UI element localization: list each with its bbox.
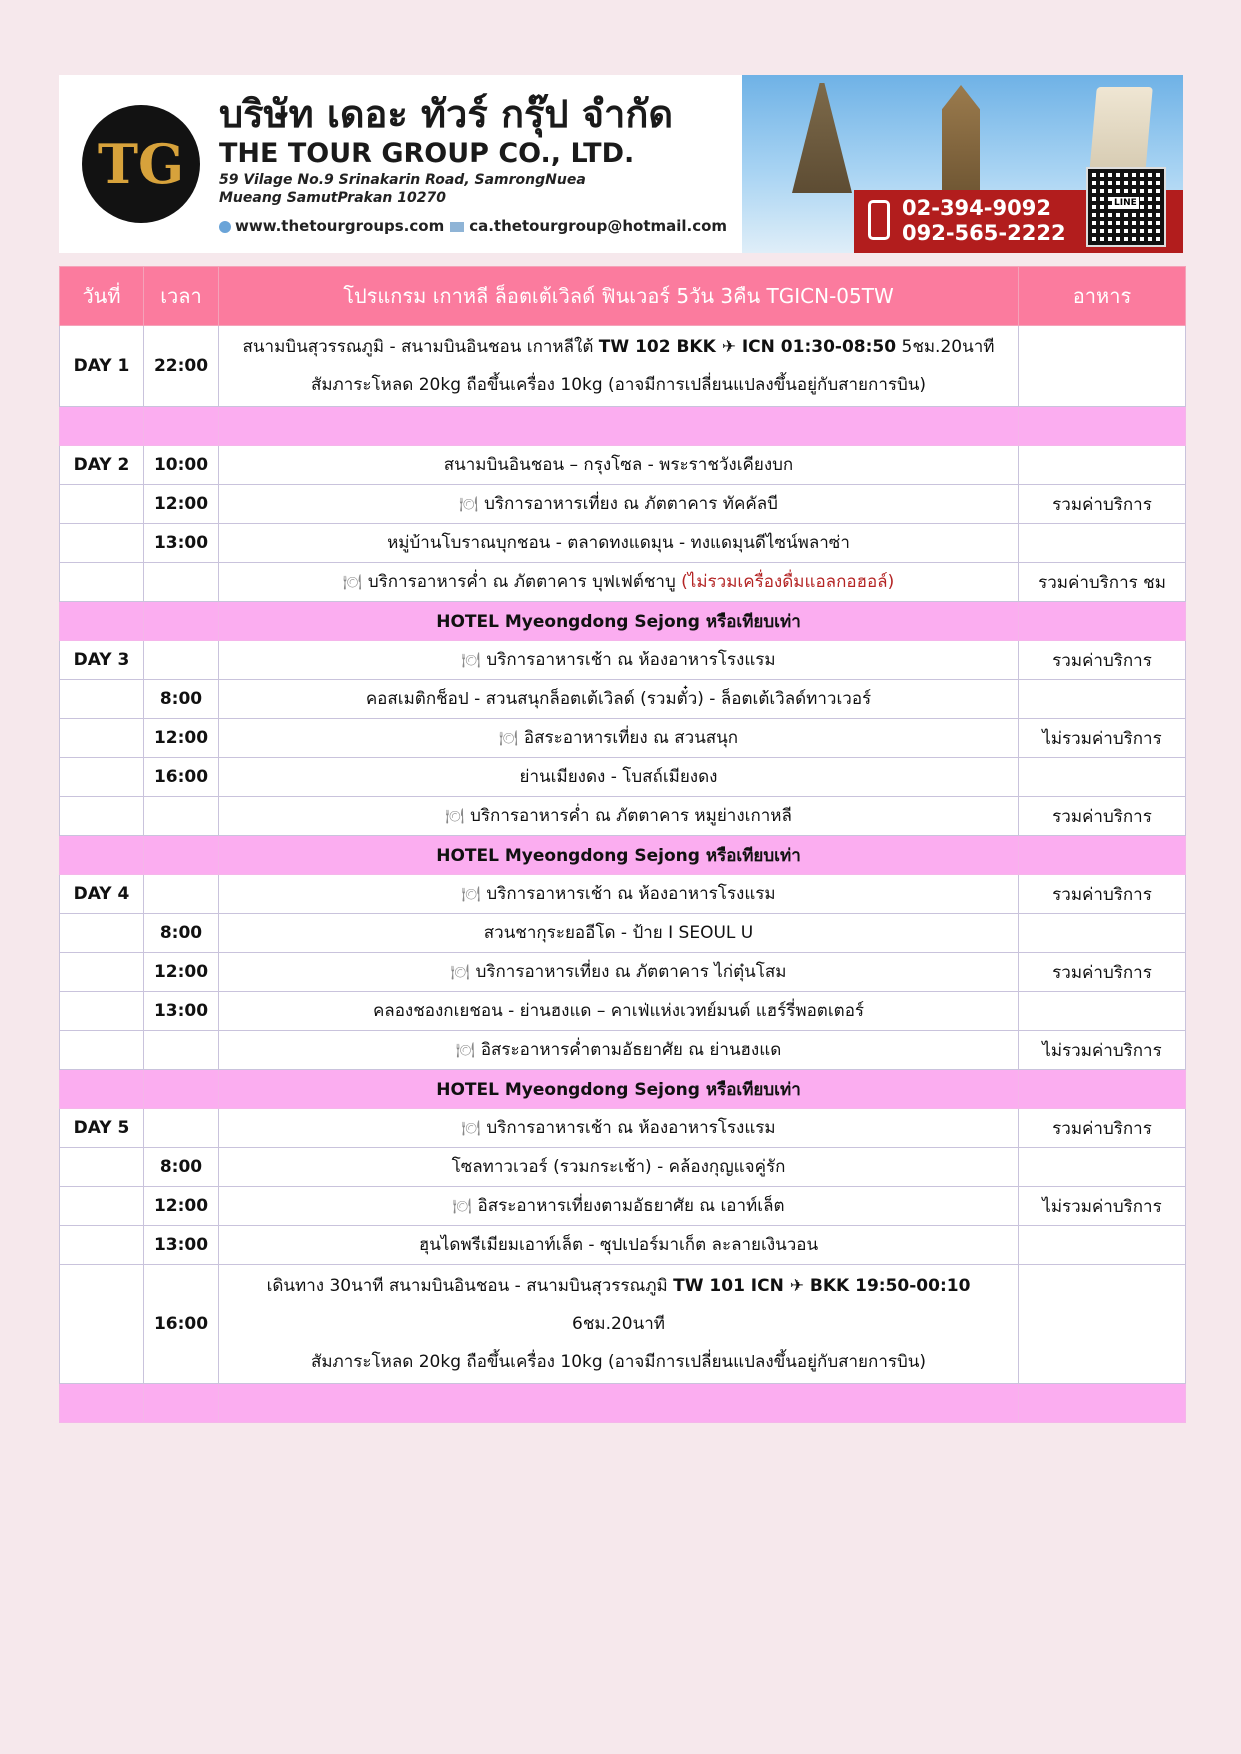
- program-cell: 🍽 บริการอาหารค่ำ ณ ภัตตาคาร บุฟเฟต์ชาบู (ไม่รวมเครื่องดื่มแอลกอฮอล์): [219, 563, 1019, 602]
- program-cell: หมู่บ้านโบราณบุกชอน - ตลาดทงแดมุน - ทงแดมุนดีไซน์พลาซ่า: [219, 524, 1019, 563]
- time-cell: 16:00: [144, 758, 219, 797]
- hotel-cell: HOTEL Myeongdong Sejong หรือเทียบเท่า: [219, 836, 1019, 875]
- meal-cell: รวมค่าบริการ: [1019, 797, 1186, 836]
- program-cell: สนามบินอินชอน – กรุงโซล - พระราชวังเคียงบก: [219, 446, 1019, 485]
- table-row: [60, 953, 1186, 992]
- table-row: [60, 797, 1186, 836]
- phone-numbers: [902, 196, 1066, 246]
- phone-panel: [854, 190, 1183, 253]
- table-row: [60, 1148, 1186, 1187]
- time-cell: 10:00: [144, 446, 219, 485]
- time-cell: 12:00: [144, 485, 219, 524]
- separator-row: [60, 407, 1186, 446]
- time-cell: 13:00: [144, 992, 219, 1031]
- time-cell: 12:00: [144, 719, 219, 758]
- program-cell: 🍽 อิสระอาหารค่ำตามอัธยาศัย ณ ย่านฮงแด: [219, 1031, 1019, 1070]
- travel-photo-panel: [742, 75, 1183, 253]
- hotel-row: [60, 1070, 1186, 1109]
- meal-cell: [1019, 326, 1186, 407]
- table-header-row: [60, 267, 1186, 326]
- day-cell: DAY 5: [60, 1109, 144, 1148]
- line-qr-code[interactable]: [1086, 167, 1166, 247]
- meal-icon: 🍽: [450, 963, 470, 981]
- table-row: [60, 914, 1186, 953]
- hotel-cell: HOTEL Myeongdong Sejong หรือเทียบเท่า: [219, 1070, 1019, 1109]
- eiffel-tower-image: [792, 83, 852, 193]
- address-line-1: 59 Vilage No.9 Srinakarin Road, SamrongNuea: [219, 172, 586, 188]
- meal-cell: ไม่รวมค่าบริการ: [1019, 1031, 1186, 1070]
- table-row: [60, 992, 1186, 1031]
- meal-cell: [1019, 446, 1186, 485]
- program-cell: 🍽 บริการอาหารเช้า ณ ห้องอาหารโรงแรม: [219, 1109, 1019, 1148]
- day-cell: DAY 3: [60, 641, 144, 680]
- meal-cell: รวมค่าบริการ: [1019, 953, 1186, 992]
- header-banner: [59, 75, 1183, 253]
- time-cell: 8:00: [144, 914, 219, 953]
- meal-icon: 🍽: [452, 1197, 472, 1215]
- time-cell: 12:00: [144, 953, 219, 992]
- meal-cell: ไม่รวมค่าบริการ: [1019, 1187, 1186, 1226]
- qr-label: LINE: [1114, 198, 1137, 208]
- email-icon: [450, 222, 464, 232]
- phone-icon: [868, 200, 890, 240]
- meal-icon: 🍽: [445, 807, 465, 825]
- address-line-2: Mueang SamutPrakan 10270: [219, 190, 446, 206]
- email-link[interactable]: ca.thetourgroup@hotmail.com: [469, 217, 728, 235]
- time-cell: 8:00: [144, 680, 219, 719]
- program-cell: เดินทาง 30นาที สนามบินอินชอน - สนามบินสุวรรณภูมิ TW 101 ICN ✈ BKK 19:50-00:10 6ชม.20นาที สัมภาระโหลด 20kg ถือขึ้นเครื่อง 10kg (อาจมีการเปลี่ยนแปลงขึ้นอยู่กับสายการบิน): [219, 1265, 1019, 1384]
- company-logo: TG: [82, 105, 200, 223]
- program-cell: 🍽 อิสระอาหารเที่ยงตามอัธยาศัย ณ เอาท์เล็ต: [219, 1187, 1019, 1226]
- meal-icon: 🍽: [455, 1041, 475, 1059]
- header-meal: อาหาร: [1019, 267, 1186, 326]
- program-cell: สนามบินสุวรรณภูมิ - สนามบินอินชอน เกาหลีใต้ TW 102 BKK ✈ ICN 01:30-08:50 5ชม.20นาที สัมภาระโหลด 20kg ถือขึ้นเครื่อง 10kg (อาจมีการเปลี่ยนแปลงขึ้นอยู่กับสายการบิน): [219, 326, 1019, 407]
- day-cell: DAY 2: [60, 446, 144, 485]
- table-row: [60, 758, 1186, 797]
- itinerary-table: [59, 266, 1186, 1423]
- table-row: [60, 563, 1186, 602]
- phone-number-2[interactable]: 092-565-2222: [902, 221, 1066, 245]
- table-row: [60, 1187, 1186, 1226]
- program-cell: 🍽 บริการอาหารเช้า ณ ห้องอาหารโรงแรม: [219, 875, 1019, 914]
- hotel-row: [60, 602, 1186, 641]
- meal-icon: 🍽: [461, 885, 481, 903]
- time-cell: 22:00: [144, 326, 219, 407]
- company-details: [219, 91, 727, 239]
- time-cell: 12:00: [144, 1187, 219, 1226]
- program-cell: สวนชากุระยออีโด - ป้าย I SEOUL U: [219, 914, 1019, 953]
- program-cell: คอสเมติกช็อป - สวนสนุกล็อตเต้เวิลด์ (รวมตั๋ว) - ล็อตเต้เวิลด์ทาวเวอร์: [219, 680, 1019, 719]
- program-cell: 🍽 บริการอาหารเช้า ณ ห้องอาหารโรงแรม: [219, 641, 1019, 680]
- program-cell: ฮุนไดพรีเมียมเอาท์เล็ต - ซุปเปอร์มาเก็ต ละลายเงินวอน: [219, 1226, 1019, 1265]
- program-cell: คลองชองกเยชอน - ย่านฮงแด – คาเฟ่แห่งเวทย์มนต์ แฮร์รี่พอตเตอร์: [219, 992, 1019, 1031]
- meal-icon: 🍽: [342, 573, 362, 591]
- table-row: [60, 641, 1186, 680]
- time-cell: 13:00: [144, 1226, 219, 1265]
- program-cell: 🍽 บริการอาหารเที่ยง ณ ภัตตาคาร ไก่ตุ๋นโสม: [219, 953, 1019, 992]
- table-row: [60, 875, 1186, 914]
- table-row: [60, 524, 1186, 563]
- table-row: [60, 719, 1186, 758]
- company-info-panel: [59, 75, 742, 253]
- table-row: [60, 1226, 1186, 1265]
- table-row: [60, 446, 1186, 485]
- hotel-row: [60, 836, 1186, 875]
- meal-cell: รวมค่าบริการ ชม: [1019, 563, 1186, 602]
- separator-row: [60, 1384, 1186, 1423]
- header-program: โปรแกรม เกาหลี ล็อตเต้เวิลด์ ฟินเวอร์ 5วัน 3คืน TGICN-05TW: [219, 267, 1019, 326]
- company-name-thai: บริษัท เดอะ ทัวร์ กรุ๊ป จำกัด: [219, 92, 674, 136]
- table-row: [60, 1265, 1186, 1384]
- hotel-cell: HOTEL Myeongdong Sejong หรือเทียบเท่า: [219, 602, 1019, 641]
- program-cell: 🍽 บริการอาหารเที่ยง ณ ภัตตาคาร ทัคคัลบี: [219, 485, 1019, 524]
- time-cell: 16:00: [144, 1265, 219, 1384]
- meal-cell: รวมค่าบริการ: [1019, 875, 1186, 914]
- meal-cell: [1019, 524, 1186, 563]
- meal-cell: ไม่รวมค่าบริการ: [1019, 719, 1186, 758]
- meal-icon: 🍽: [498, 729, 518, 747]
- big-ben-image: [942, 85, 980, 195]
- meal-icon: 🍽: [461, 651, 481, 669]
- table-row: [60, 485, 1186, 524]
- meal-icon: 🍽: [459, 495, 479, 513]
- table-row: [60, 326, 1186, 407]
- globe-icon: [219, 221, 231, 233]
- program-cell: ย่านเมียงดง - โบสถ์เมียงดง: [219, 758, 1019, 797]
- phone-number-1[interactable]: 02-394-9092: [902, 196, 1051, 220]
- table-row: [60, 680, 1186, 719]
- program-cell: โซลทาวเวอร์ (รวมกระเช้า) - คล้องกุญแจคู่รัก: [219, 1148, 1019, 1187]
- company-name-english: THE TOUR GROUP CO., LTD.: [219, 138, 635, 169]
- meal-cell: รวมค่าบริการ: [1019, 485, 1186, 524]
- day-cell: DAY 4: [60, 875, 144, 914]
- meal-cell: รวมค่าบริการ: [1019, 641, 1186, 680]
- header-day: วันที่: [60, 267, 144, 326]
- contact-line: [219, 213, 727, 239]
- time-cell: 8:00: [144, 1148, 219, 1187]
- website-link[interactable]: www.thetourgroups.com: [235, 217, 445, 235]
- table-row: [60, 1031, 1186, 1070]
- header-time: เวลา: [144, 267, 219, 326]
- meal-cell: รวมค่าบริการ: [1019, 1109, 1186, 1148]
- time-cell: 13:00: [144, 524, 219, 563]
- program-cell: 🍽 อิสระอาหารเที่ยง ณ สวนสนุก: [219, 719, 1019, 758]
- meal-icon: 🍽: [461, 1119, 481, 1137]
- day-cell: DAY 1: [60, 326, 144, 407]
- program-cell: 🍽 บริการอาหารค่ำ ณ ภัตตาคาร หมูย่างเกาหลี: [219, 797, 1019, 836]
- table-row: [60, 1109, 1186, 1148]
